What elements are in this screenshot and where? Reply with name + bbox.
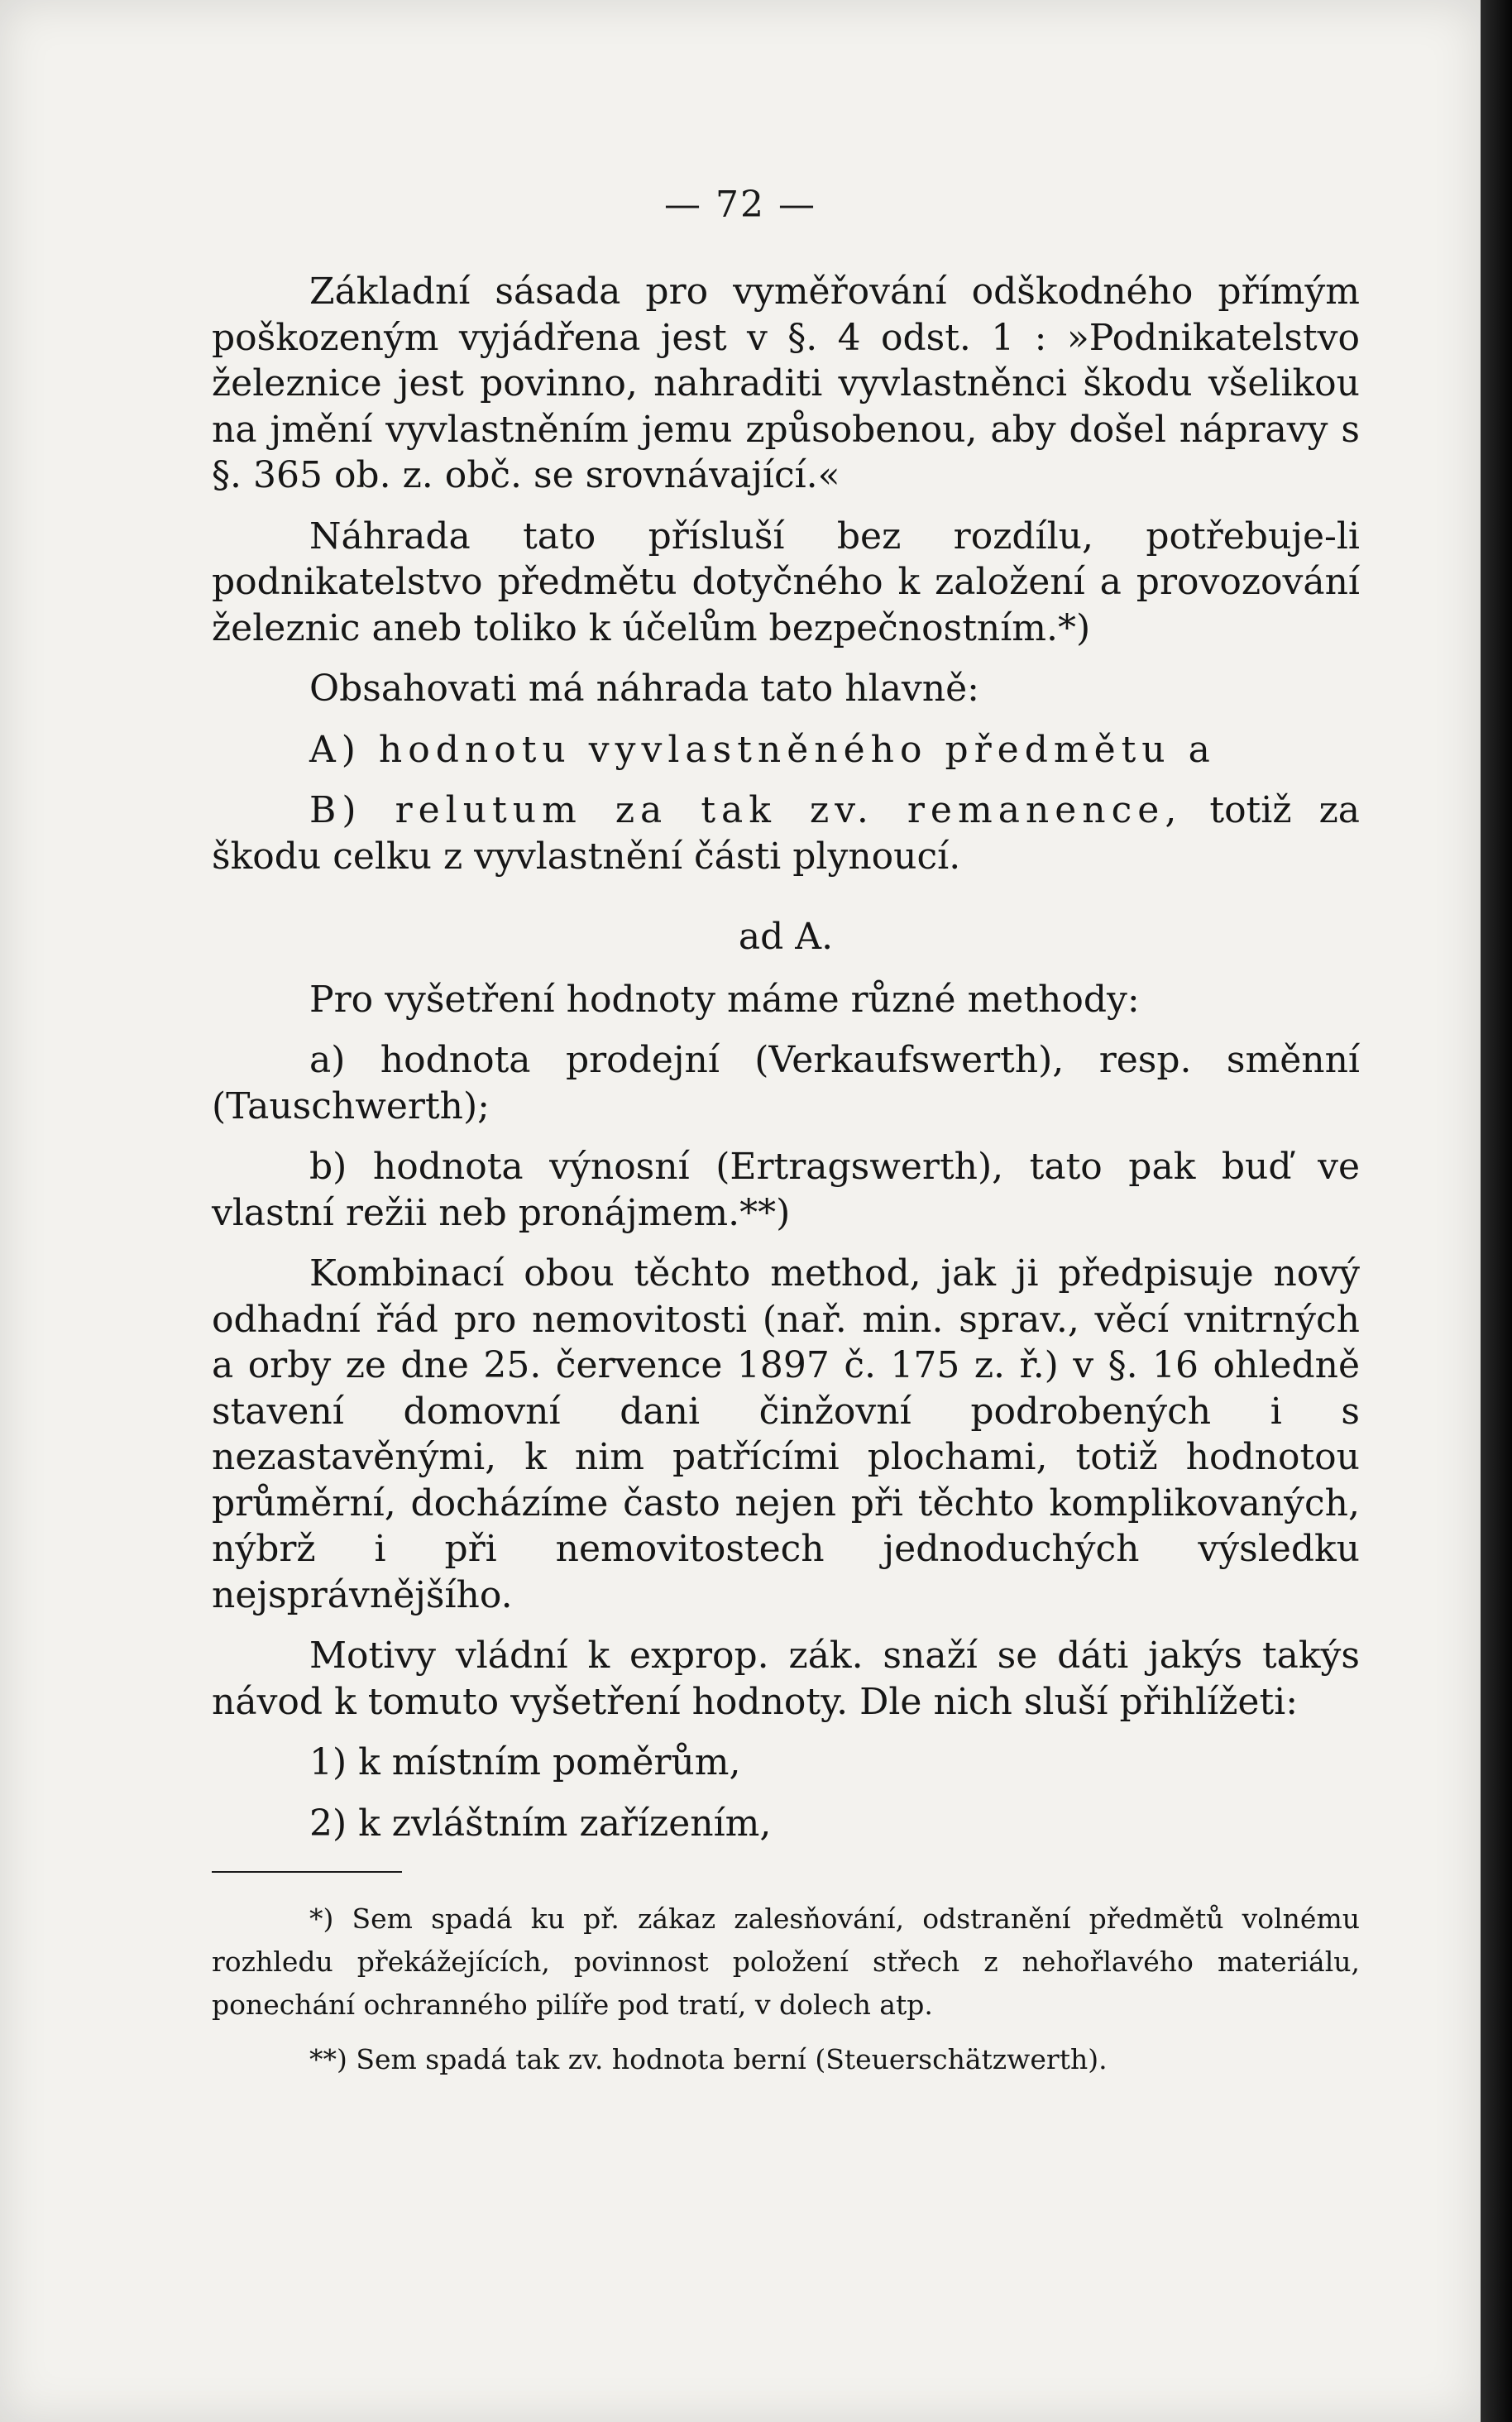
- section-heading: ad A.: [738, 916, 834, 958]
- paragraph-yield-value: b) hodnota výnosní (Ertragswerth), tato pak buď ve vlastní režii neb pronájmem.**): [212, 1146, 1360, 1234]
- footnote-2: **) Sem spadá tak zv. hodnota berní (Steuerschätzwerth).: [309, 2043, 1108, 2075]
- item-b-spaced-text: B) relutum za tak zv. remanence,: [309, 789, 1183, 831]
- paragraph-item-a: A) hodnotu vyvlastněného předmětu a: [309, 728, 1216, 771]
- paragraph-compensation-scope: Náhrada tato přísluší bez rozdílu, potřebuje-li podnikatelstvo předmětu dotyčného k založení a provozování železnic aneb toliko k účelům bezpečnostním.*): [212, 515, 1360, 649]
- paragraph-methods: Pro vyšetření hodnoty máme různé methody:: [309, 978, 1140, 1021]
- page-number: — 72 —: [664, 184, 816, 226]
- paragraph-contents: Obsahovati má náhrada tato hlavně:: [309, 668, 979, 710]
- paragraph-item-b: [212, 787, 1360, 879]
- paragraph-combination: Kombinací obou těchto method, jak ji předpisuje nový odhadní řád pro nemovitosti (nař. min. sprav., věcí vnitrných a orby ze dne 25. července 1897 č. 175 z. ř.) v §. 16 ohledně stavení domovní dani činžovní podrobených i s nezastavěnými, k nim patřícími plochami, totiž hodnotou průměrní, docházíme často nejen při těchto komplikovaných, nýbrž i při nemovitostech jednoduchých výsledku nejsprávnějšího.: [212, 1252, 1360, 1616]
- page-body: [212, 269, 1360, 2093]
- paragraph-basic-principle: Základní sásada pro vyměřování odškodného přímým poškozeným vyjádřena jest v §. 4 odst. 1 : »Podnikatelstvo železnice jest povinno, nahraditi vyvlastněnci škodu všelikou na jmění vyvlastněním jemu způsobenou, aby došel nápravy s §. 365 ob. z. obč. se srovnávající.«: [212, 270, 1360, 496]
- list-item: 2) k zvláštním zařízením,: [309, 1802, 772, 1845]
- list-item: 1) k místním poměrům,: [309, 1741, 741, 1783]
- paragraph-government-motives: Motivy vládní k exprop. zák. snaží se dáti jakýs takýs návod k tomuto vyšetření hodnoty. Dle nich sluší přihlížeti:: [212, 1635, 1360, 1723]
- paragraph-sale-value: a) hodnota prodejní (Verkaufswerth), resp. směnní (Tauschwerth);: [212, 1039, 1360, 1127]
- page-edge-shadow: [1481, 0, 1512, 2422]
- footnote-divider: [212, 1871, 402, 1873]
- footnote-1: *) Sem spadá ku př. zákaz zalesňování, odstranění předmětů volnému rozhledu překážejících, povinnost položení střech z nehořlavého materiálu, ponechání ochranného pilíře pod tratí, v dolech atp.: [212, 1903, 1360, 2021]
- item-b-rest-text: totiž za škodu celku z vyvlastnění části plynoucí.: [212, 789, 1360, 878]
